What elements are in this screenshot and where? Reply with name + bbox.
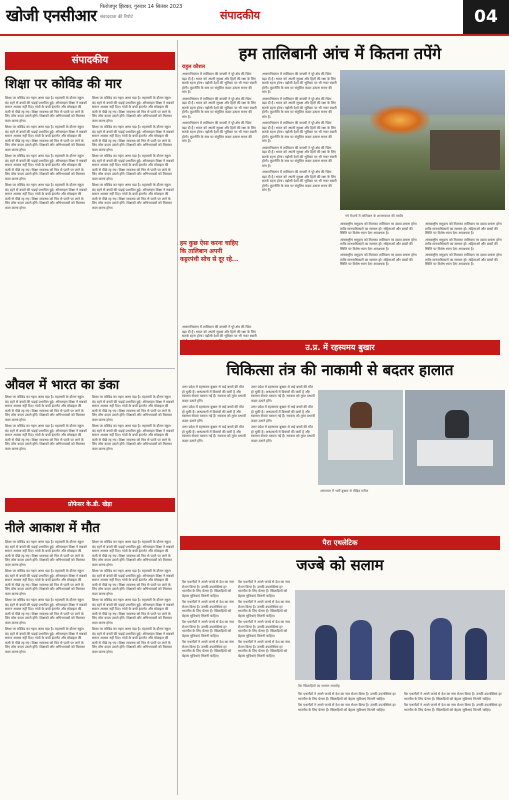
article-text: अंतरराष्ट्रीय समुदाय को मिलकर तालिबान पर दबाव बनाना होगा ताकि मानवाधिकारों का सम्मान हो। महिलाओं और बच्चों की स्थिति पर विशेष ध्यान देना आवश्यक है। अंतरराष्ट्रीय समुदाय को मिलकर तालिबान पर दबाव बनाना होगा ताकि मानवाधिकारों का सम्मान हो। महिलाओं और बच्चों की स्थिति पर विशेष ध्यान देना आवश्यक है। अंतरराष्ट्रीय समुदाय को मिलकर तालिबान पर दबाव बनाना होगा ताकि मानवाधिकारों का सम्मान हो। महिलाओं और बच्चों की स्थिति पर विशेष ध्यान देना आवश्यक है। (340, 222, 417, 266)
headline-medical: चिकित्सा तंत्र की नाकामी से बदतर हालात (226, 361, 454, 379)
hospital-photo (318, 390, 403, 485)
article-text: उत्तर प्रदेश में रहस्यमय बुखार से कई बच्चों की मौत हो चुकी है। अस्पतालों में बिस्तरों की कमी है और स्वास्थ्य सेवाएं चरमरा गई हैं। सरकार को तुरंत प्रभावी कदम उठाने होंगे। उत्तर प्रदेश में रहस्यमय बुखार से कई बच्चों की मौत हो चुकी है। अस्पतालों में बिस्तरों की कमी है और स्वास्थ्य सेवाएं चरमरा गई हैं। सरकार को तुरंत प्रभावी कदम उठाने होंगे। उत्तर प्रदेश में रहस्यमय बुखार से कई बच्चों की मौत हो चुकी है। अस्पतालों में बिस्तरों की कमी है और स्वास्थ्य सेवाएं चरमरा गई हैं। सरकार को तुरंत प्रभावी कदम उठाने होंगे। (251, 385, 315, 443)
article-text: शिक्षा पर कोविड का गहरा असर पड़ा है। महामारी के दौरान स्कूल बंद रहने से बच्चों की पढ़ाई प्रभावित हुई। ऑनलाइन शिक्षा ने सबको समान अवसर नहीं दिए। गांवों के बच्चे इंटरनेट और मोबाइल की कमी से पीछे रह गए। शिक्षा व्यवस्था को फिर से पटरी पर लाने के लिए ठोस कदम उठाने होंगे। शिक्षकों और अभिभावकों को मिलकर काम करना होगा। शिक्षा पर कोविड का गहरा असर पड़ा है। महामारी के दौरान स्कूल बंद रहने से बच्चों की पढ़ाई प्रभावित हुई। ऑनलाइन शिक्षा ने सबको समान अवसर नहीं दिए। गांवों के बच्चे इंटरनेट और मोबाइल की कमी से पीछे रह गए। शिक्षा व्यवस्था को फिर से पटरी पर लाने के लिए ठोस कदम उठाने होंगे। शिक्षकों और अभिभावकों को मिलकर काम करना होगा। (5, 395, 87, 451)
taliban-photo (340, 70, 505, 210)
article-text: पैरा एथलीटों ने अपने जज्बे से देश का नाम रोशन किया है। उनकी उपलब्धियां हर भारतीय के लिए प्रेरणा हैं। खिलाड़ियों को बेहतर सुविधाएं मिलनी चाहिए। पैरा एथलीटों ने अपने जज्बे से देश का नाम रोशन किया है। उनकी उपलब्धियां हर भारतीय के लिए प्रेरणा हैं। खिलाड़ियों को बेहतर सुविधाएं मिलनी चाहिए। पैरा एथलीटों ने अपने जज्बे से देश का नाम रोशन किया है। उनकी उपलब्धियां हर भारतीय के लिए प्रेरणा हैं। खिलाड़ियों को बेहतर सुविधाएं मिलनी चाहिए। पैरा एथलीटों ने अपने जज्बे से देश का नाम रोशन किया है। उनकी उपलब्धियां हर भारतीय के लिए प्रेरणा हैं। खिलाड़ियों को बेहतर सुविधाएं मिलनी चाहिए। (182, 580, 234, 658)
headline-sky: नीले आकाश में मौत (5, 521, 100, 536)
fever-banner-text: उ.प्र. में रहस्यमय बुखार (305, 343, 375, 352)
athletes-photo (295, 590, 505, 680)
article-text: शिक्षा पर कोविड का गहरा असर पड़ा है। महामारी के दौरान स्कूल बंद रहने से बच्चों की पढ़ाई प्रभावित हुई। ऑनलाइन शिक्षा ने सबको समान अवसर नहीं दिए। गांवों के बच्चे इंटरनेट और मोबाइल की कमी से पीछे रह गए। शिक्षा व्यवस्था को फिर से पटरी पर लाने के लिए ठोस कदम उठाने होंगे। शिक्षकों और अभिभावकों को मिलकर काम करना होगा। शिक्षा पर कोविड का गहरा असर पड़ा है। महामारी के दौरान स्कूल बंद रहने से बच्चों की पढ़ाई प्रभावित हुई। ऑनलाइन शिक्षा ने सबको समान अवसर नहीं दिए। गांवों के बच्चे इंटरनेट और मोबाइल की कमी से पीछे रह गए। शिक्षा व्यवस्था को फिर से पटरी पर लाने के लिए ठोस कदम उठाने होंगे। शिक्षकों और अभिभावकों को मिलकर काम करना होगा। शिक्षा पर कोविड का गहरा असर पड़ा है। महामारी के दौरान स्कूल बंद रहने से बच्चों की पढ़ाई प्रभावित हुई। ऑनलाइन शिक्षा ने सबको समान अवसर नहीं दिए। गांवों के बच्चे इंटरनेट और मोबाइल की कमी से पीछे रह गए। शिक्षा व्यवस्था को फिर से पटरी पर लाने के लिए ठोस कदम उठाने होंगे। शिक्षकों और अभिभावकों को मिलकर काम करना होगा। शिक्षा पर कोविड का गहरा असर पड़ा है। महामारी के दौरान स्कूल बंद रहने से बच्चों की पढ़ाई प्रभावित हुई। ऑनलाइन शिक्षा ने सबको समान अवसर नहीं दिए। गांवों के बच्चे इंटरनेट और मोबाइल की कमी से पीछे रह गए। शिक्षा व्यवस्था को फिर से पटरी पर लाने के लिए ठोस कदम उठाने होंगे। शिक्षकों और अभिभावकों को मिलकर काम करना होगा। (5, 96, 87, 210)
photo-caption: नये मैदानों में तालिबान के शासनकाल की तस्वीर (345, 214, 404, 218)
photo-caption: पैरा खिलाड़ियों का सम्मान समारोह (298, 684, 340, 688)
photo-caption: अस्पताल में भर्ती बुखार से पीड़ित मरीज (320, 489, 369, 493)
para-banner-text: पैरा एथलेटिक (322, 539, 358, 547)
column-divider (177, 40, 178, 795)
author-name: प्रोफेसर के.डी. खेड़ा (68, 501, 112, 508)
article-text: शिक्षा पर कोविड का गहरा असर पड़ा है। महामारी के दौरान स्कूल बंद रहने से बच्चों की पढ़ाई प्रभावित हुई। ऑनलाइन शिक्षा ने सबको समान अवसर नहीं दिए। गांवों के बच्चे इंटरनेट और मोबाइल की कमी से पीछे रह गए। शिक्षा व्यवस्था को फिर से पटरी पर लाने के लिए ठोस कदम उठाने होंगे। शिक्षकों और अभिभावकों को मिलकर काम करना होगा। शिक्षा पर कोविड का गहरा असर पड़ा है। महामारी के दौरान स्कूल बंद रहने से बच्चों की पढ़ाई प्रभावित हुई। ऑनलाइन शिक्षा ने सबको समान अवसर नहीं दिए। गांवों के बच्चे इंटरनेट और मोबाइल की कमी से पीछे रह गए। शिक्षा व्यवस्था को फिर से पटरी पर लाने के लिए ठोस कदम उठाने होंगे। शिक्षकों और अभिभावकों को मिलकर काम करना होगा। शिक्षा पर कोविड का गहरा असर पड़ा है। महामारी के दौरान स्कूल बंद रहने से बच्चों की पढ़ाई प्रभावित हुई। ऑनलाइन शिक्षा ने सबको समान अवसर नहीं दिए। गांवों के बच्चे इंटरनेट और मोबाइल की कमी से पीछे रह गए। शिक्षा व्यवस्था को फिर से पटरी पर लाने के लिए ठोस कदम उठाने होंगे। शिक्षकों और अभिभावकों को मिलकर काम करना होगा। शिक्षा पर कोविड का गहरा असर पड़ा है। महामारी के दौरान स्कूल बंद रहने से बच्चों की पढ़ाई प्रभावित हुई। ऑनलाइन शिक्षा ने सबको समान अवसर नहीं दिए। गांवों के बच्चे इंटरनेट और मोबाइल की कमी से पीछे रह गए। शिक्षा व्यवस्था को फिर से पटरी पर लाने के लिए ठोस कदम उठाने होंगे। शिक्षकों और अभिभावकों को मिलकर काम करना होगा। (5, 540, 87, 654)
article-text: अफगानिस्तान में तालिबान की वापसी ने पूरे क्षेत्र की चिंता बढ़ा दी है। भारत को अपनी सुरक्षा और हितों की रक्षा के लिए सतर्क रहना होगा। पड़ोसी देशों की भूमिका पर भी नजर रखनी (182, 325, 257, 338)
article-text: अफगानिस्तान में तालिबान की वापसी ने पूरे क्षेत्र की चिंता बढ़ा दी है। भारत को अपनी सुरक्षा और हितों की रक्षा के लिए सतर्क रहना होगा। पड़ोसी देशों की भूमिका पर भी नजर रखनी होगी। कूटनीति के स्तर पर संतुलित कदम उठाना समय की मांग है। अफगानिस्तान में तालिबान की वापसी ने पूरे क्षेत्र की चिंता बढ़ा दी है। भारत को अपनी सुरक्षा और हितों की रक्षा के लिए सतर्क रहना होगा। पड़ोसी देशों की भूमिका पर भी नजर रखनी होगी। कूटनीति के स्तर पर संतुलित कदम उठाना समय की मांग है। अफगानिस्तान में तालिबान की वापसी ने पूरे क्षेत्र की चिंता बढ़ा दी है। भारत को अपनी सुरक्षा और हितों की रक्षा के लिए सतर्क रहना होगा। पड़ोसी देशों की भूमिका पर भी नजर रखनी होगी। कूटनीति के स्तर पर संतुलित कदम उठाना समय की मांग है। (182, 72, 257, 143)
article-text: शिक्षा पर कोविड का गहरा असर पड़ा है। महामारी के दौरान स्कूल बंद रहने से बच्चों की पढ़ाई प्रभावित हुई। ऑनलाइन शिक्षा ने सबको समान अवसर नहीं दिए। गांवों के बच्चे इंटरनेट और मोबाइल की कमी से पीछे रह गए। शिक्षा व्यवस्था को फिर से पटरी पर लाने के लिए ठोस कदम उठाने होंगे। शिक्षकों और अभिभावकों को मिलकर काम करना होगा। शिक्षा पर कोविड का गहरा असर पड़ा है। महामारी के दौरान स्कूल बंद रहने से बच्चों की पढ़ाई प्रभावित हुई। ऑनलाइन शिक्षा ने सबको समान अवसर नहीं दिए। गांवों के बच्चे इंटरनेट और मोबाइल की कमी से पीछे रह गए। शिक्षा व्यवस्था को फिर से पटरी पर लाने के लिए ठोस कदम उठाने होंगे। शिक्षकों और अभिभावकों को मिलकर काम करना होगा। शिक्षा पर कोविड का गहरा असर पड़ा है। महामारी के दौरान स्कूल बंद रहने से बच्चों की पढ़ाई प्रभावित हुई। ऑनलाइन शिक्षा ने सबको समान अवसर नहीं दिए। गांवों के बच्चे इंटरनेट और मोबाइल की कमी से पीछे रह गए। शिक्षा व्यवस्था को फिर से पटरी पर लाने के लिए ठोस कदम उठाने होंगे। शिक्षकों और अभिभावकों को मिलकर काम करना होगा। शिक्षा पर कोविड का गहरा असर पड़ा है। महामारी के दौरान स्कूल बंद रहने से बच्चों की पढ़ाई प्रभावित हुई। ऑनलाइन शिक्षा ने सबको समान अवसर नहीं दिए। गांवों के बच्चे इंटरनेट और मोबाइल की कमी से पीछे रह गए। शिक्षा व्यवस्था को फिर से पटरी पर लाने के लिए ठोस कदम उठाने होंगे। शिक्षकों और अभिभावकों को मिलकर काम करना होगा। (92, 540, 174, 654)
article-text: उत्तर प्रदेश में रहस्यमय बुखार से कई बच्चों की मौत हो चुकी है। अस्पतालों में बिस्तरों की कमी है और स्वास्थ्य सेवाएं चरमरा गई हैं। सरकार को तुरंत प्रभावी कदम उठाने होंगे। उत्तर प्रदेश में रहस्यमय बुखार से कई बच्चों की मौत हो चुकी है। अस्पतालों में बिस्तरों की कमी है और स्वास्थ्य सेवाएं चरमरा गई हैं। सरकार को तुरंत प्रभावी कदम उठाने होंगे। उत्तर प्रदेश में रहस्यमय बुखार से कई बच्चों की मौत हो चुकी है। अस्पतालों में बिस्तरों की कमी है और स्वास्थ्य सेवाएं चरमरा गई हैं। सरकार को तुरंत प्रभावी कदम उठाने होंगे। (182, 385, 246, 443)
article-text: शिक्षा पर कोविड का गहरा असर पड़ा है। महामारी के दौरान स्कूल बंद रहने से बच्चों की पढ़ाई प्रभावित हुई। ऑनलाइन शिक्षा ने सबको समान अवसर नहीं दिए। गांवों के बच्चे इंटरनेट और मोबाइल की कमी से पीछे रह गए। शिक्षा व्यवस्था को फिर से पटरी पर लाने के लिए ठोस कदम उठाने होंगे। शिक्षकों और अभिभावकों को मिलकर काम करना होगा। शिक्षा पर कोविड का गहरा असर पड़ा है। महामारी के दौरान स्कूल बंद रहने से बच्चों की पढ़ाई प्रभावित हुई। ऑनलाइन शिक्षा ने सबको समान अवसर नहीं दिए। गांवों के बच्चे इंटरनेट और मोबाइल की कमी से पीछे रह गए। शिक्षा व्यवस्था को फिर से पटरी पर लाने के लिए ठोस कदम उठाने होंगे। शिक्षकों और अभिभावकों को मिलकर काम करना होगा। शिक्षा पर कोविड का गहरा असर पड़ा है। महामारी के दौरान स्कूल बंद रहने से बच्चों की पढ़ाई प्रभावित हुई। ऑनलाइन शिक्षा ने सबको समान अवसर नहीं दिए। गांवों के बच्चे इंटरनेट और मोबाइल की कमी से पीछे रह गए। शिक्षा व्यवस्था को फिर से पटरी पर लाने के लिए ठोस कदम उठाने होंगे। शिक्षकों और अभिभावकों को मिलकर काम करना होगा। शिक्षा पर कोविड का गहरा असर पड़ा है। महामारी के दौरान स्कूल बंद रहने से बच्चों की पढ़ाई प्रभावित हुई। ऑनलाइन शिक्षा ने सबको समान अवसर नहीं दिए। गांवों के बच्चे इंटरनेट और मोबाइल की कमी से पीछे रह गए। शिक्षा व्यवस्था को फिर से पटरी पर लाने के लिए ठोस कदम उठाने होंगे। शिक्षकों और अभिभावकों को मिलकर काम करना होगा। (92, 96, 174, 210)
headline-spirit: जज्बे को सलाम (296, 556, 384, 574)
article-text: अंतरराष्ट्रीय समुदाय को मिलकर तालिबान पर दबाव बनाना होगा ताकि मानवाधिकारों का सम्मान हो। महिलाओं और बच्चों की स्थिति पर विशेष ध्यान देना आवश्यक है। अंतरराष्ट्रीय समुदाय को मिलकर तालिबान पर दबाव बनाना होगा ताकि मानवाधिकारों का सम्मान हो। महिलाओं और बच्चों की स्थिति पर विशेष ध्यान देना आवश्यक है। अंतरराष्ट्रीय समुदाय को मिलकर तालिबान पर दबाव बनाना होगा ताकि मानवाधिकारों का सम्मान हो। महिलाओं और बच्चों की स्थिति पर विशेष ध्यान देना आवश्यक है। (425, 222, 502, 266)
page-number: 04 (463, 0, 509, 34)
headline-taliban: हम तालिबानी आंच में कितना तपेंगे (238, 44, 442, 63)
pull-quote: हम कुछ ऐसा करना चाहिए कि तालिबान अपनी कट्टरपंथी सोच से दूर रहे... (180, 240, 239, 263)
newspaper-logo: खोजी एनसीआर (6, 6, 97, 25)
left-section-label: संपादकीय (71, 55, 109, 66)
section-title: संपादकीय (220, 9, 261, 22)
edition-subinfo: संवाददाता की रिपोर्ट (100, 15, 133, 20)
divider (5, 368, 175, 369)
article-text: पैरा एथलीटों ने अपने जज्बे से देश का नाम रोशन किया है। उनकी उपलब्धियां हर भारतीय के लिए प्रेरणा हैं। खिलाड़ियों को बेहतर सुविधाएं मिलनी चाहिए। पैरा एथलीटों ने अपने जज्बे से देश का नाम रोशन किया है। उनकी उपलब्धियां हर भारतीय के लिए प्रेरणा हैं। खिलाड़ियों को बेहतर सुविधाएं मिलनी चाहिए। (298, 692, 396, 712)
article-text: शिक्षा पर कोविड का गहरा असर पड़ा है। महामारी के दौरान स्कूल बंद रहने से बच्चों की पढ़ाई प्रभावित हुई। ऑनलाइन शिक्षा ने सबको समान अवसर नहीं दिए। गांवों के बच्चे इंटरनेट और मोबाइल की कमी से पीछे रह गए। शिक्षा व्यवस्था को फिर से पटरी पर लाने के लिए ठोस कदम उठाने होंगे। शिक्षकों और अभिभावकों को मिलकर काम करना होगा। शिक्षा पर कोविड का गहरा असर पड़ा है। महामारी के दौरान स्कूल बंद रहने से बच्चों की पढ़ाई प्रभावित हुई। ऑनलाइन शिक्षा ने सबको समान अवसर नहीं दिए। गांवों के बच्चे इंटरनेट और मोबाइल की कमी से पीछे रह गए। शिक्षा व्यवस्था को फिर से पटरी पर लाने के लिए ठोस कदम उठाने होंगे। शिक्षकों और अभिभावकों को मिलकर काम करना होगा। (92, 395, 174, 451)
edition-info: फिरोजपुर झिरका, गुरुवार 14 सितंबर 2023 (100, 4, 183, 10)
headline-india: औवल में भारत का डंका (5, 378, 120, 393)
article-text: अफगानिस्तान में तालिबान की वापसी ने पूरे क्षेत्र की चिंता बढ़ा दी है। भारत को अपनी सुरक्षा और हितों की रक्षा के लिए सतर्क रहना होगा। पड़ोसी देशों की भूमिका पर भी नजर रखनी होगी। कूटनीति के स्तर पर संतुलित कदम उठाना समय की मांग है। अफगानिस्तान में तालिबान की वापसी ने पूरे क्षेत्र की चिंता बढ़ा दी है। भारत को अपनी सुरक्षा और हितों की रक्षा के लिए सतर्क रहना होगा। पड़ोसी देशों की भूमिका पर भी नजर रखनी होगी। कूटनीति के स्तर पर संतुलित कदम उठाना समय की मांग है। अफगानिस्तान में तालिबान की वापसी ने पूरे क्षेत्र की चिंता बढ़ा दी है। भारत को अपनी सुरक्षा और हितों की रक्षा के लिए सतर्क रहना होगा। पड़ोसी देशों की भूमिका पर भी नजर रखनी होगी। कूटनीति के स्तर पर संतुलित कदम उठाना समय की मांग है। अफगानिस्तान में तालिबान की वापसी ने पूरे क्षेत्र की चिंता बढ़ा दी है। भारत को अपनी सुरक्षा और हितों की रक्षा के लिए सतर्क रहना होगा। पड़ोसी देशों की भूमिका पर भी नजर रखनी होगी। कूटनीति के स्तर पर संतुलित कदम उठाना समय की मांग है। अफगानिस्तान में तालिबान की वापसी ने पूरे क्षेत्र की चिंता बढ़ा दी है। भारत को अपनी सुरक्षा और हितों की रक्षा के लिए सतर्क रहना होगा। पड़ोसी देशों की भूमिका पर भी नजर रखनी होगी। कूटनीति के स्तर पर संतुलित कदम उठाना समय की मांग है। (262, 72, 337, 192)
article-text: पैरा एथलीटों ने अपने जज्बे से देश का नाम रोशन किया है। उनकी उपलब्धियां हर भारतीय के लिए प्रेरणा हैं। खिलाड़ियों को बेहतर सुविधाएं मिलनी चाहिए। पैरा एथलीटों ने अपने जज्बे से देश का नाम रोशन किया है। उनकी उपलब्धियां हर भारतीय के लिए प्रेरणा हैं। खिलाड़ियों को बेहतर सुविधाएं मिलनी चाहिए। (404, 692, 502, 712)
headline-education: शिक्षा पर कोविड की मार (5, 77, 122, 92)
hospital-photo (405, 390, 505, 485)
article-text: पैरा एथलीटों ने अपने जज्बे से देश का नाम रोशन किया है। उनकी उपलब्धियां हर भारतीय के लिए प्रेरणा हैं। खिलाड़ियों को बेहतर सुविधाएं मिलनी चाहिए। पैरा एथलीटों ने अपने जज्बे से देश का नाम रोशन किया है। उनकी उपलब्धियां हर भारतीय के लिए प्रेरणा हैं। खिलाड़ियों को बेहतर सुविधाएं मिलनी चाहिए। पैरा एथलीटों ने अपने जज्बे से देश का नाम रोशन किया है। उनकी उपलब्धियां हर भारतीय के लिए प्रेरणा हैं। खिलाड़ियों को बेहतर सुविधाएं मिलनी चाहिए। पैरा एथलीटों ने अपने जज्बे से देश का नाम रोशन किया है। उनकी उपलब्धियां हर भारतीय के लिए प्रेरणा हैं। खिलाड़ियों को बेहतर सुविधाएं मिलनी चाहिए। (238, 580, 290, 658)
byline: राहुल कौशल (182, 64, 206, 70)
